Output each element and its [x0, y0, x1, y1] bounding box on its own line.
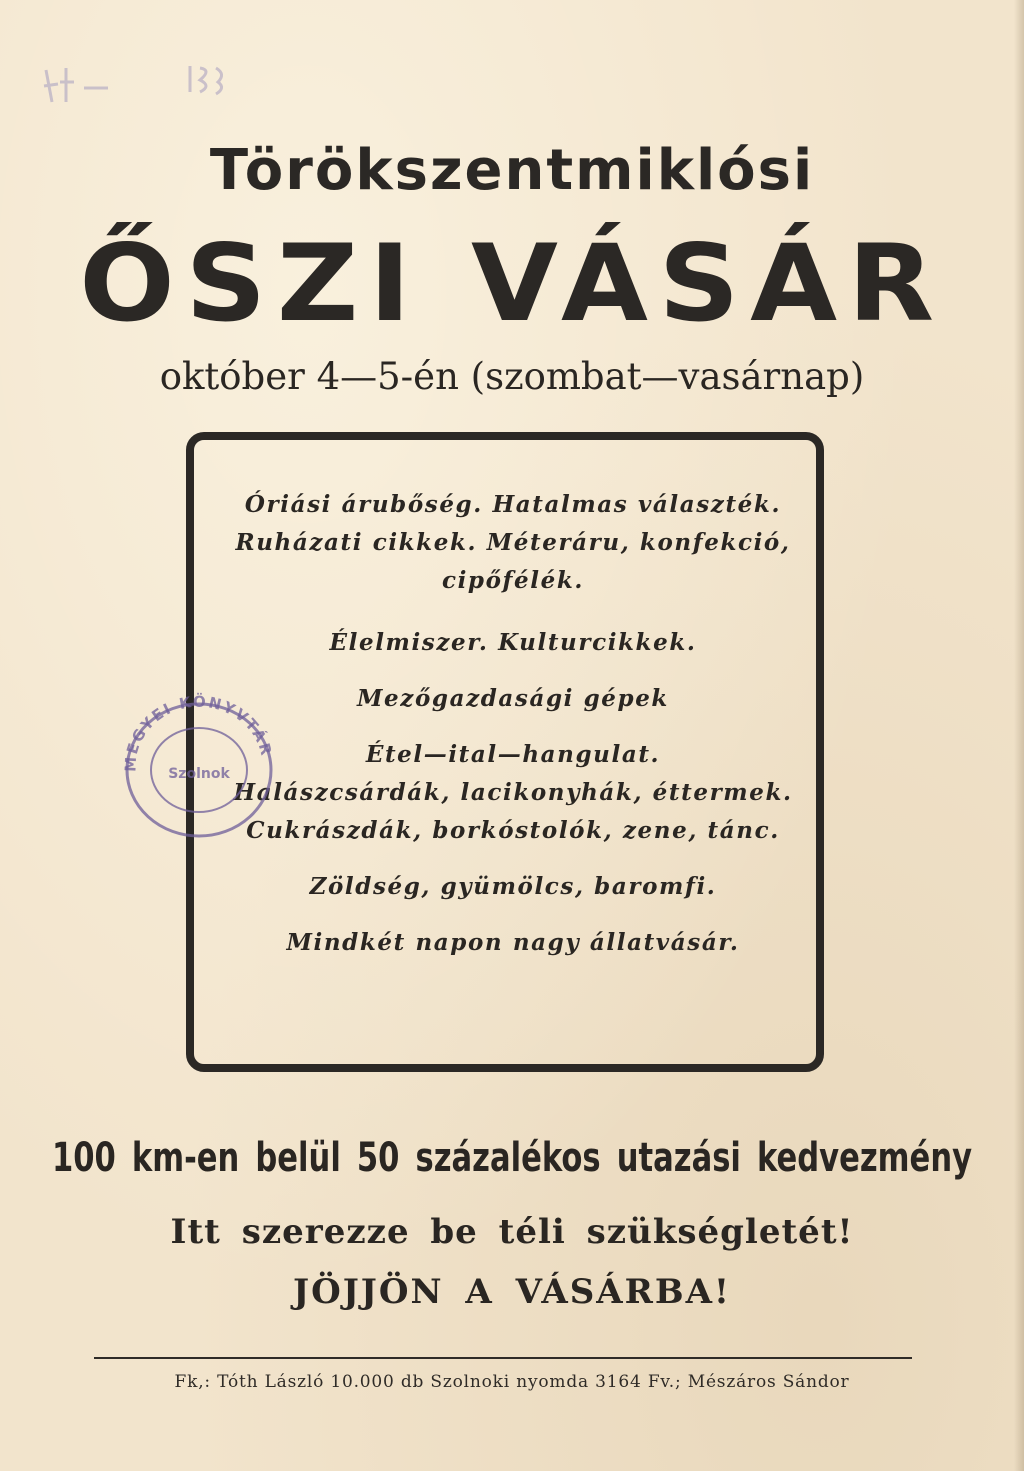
- box-line: Élelmiszer. Kulturcikkek.: [329, 629, 697, 656]
- offer-box-text: [194, 486, 832, 962]
- poster-date: október 4—5-én (szombat—vasárnap): [159, 355, 865, 398]
- archive-pencil-mark: [40, 58, 230, 108]
- stamp-outer-text: MEGYEI KÖNYVTÁR: [121, 692, 276, 773]
- poster-title-town: Törökszentmiklósi: [209, 138, 815, 203]
- box-line: Mezőgazdasági gépek: [357, 685, 669, 712]
- library-stamp: [114, 690, 284, 840]
- footer-divider: [94, 1357, 912, 1359]
- poster-title-fair: ŐSZI VÁSÁR: [79, 222, 945, 345]
- box-line: Zöldség, gyümölcs, baromfi.: [309, 873, 717, 900]
- travel-discount-line: 100 km-en belül 50 százalékos utazási kedvezmény: [51, 1134, 973, 1182]
- svg-text:MEGYEI KÖNYVTÁR: [121, 692, 275, 773]
- box-line: Óriási árubőség. Hatalmas választék.: [244, 491, 782, 518]
- call-to-action-2: JÖJJÖN A VÁSÁRBA!: [293, 1272, 731, 1312]
- box-line: cipőfélék.: [441, 567, 584, 594]
- box-line: Étel—ital—hangulat.: [365, 741, 661, 768]
- box-line: Ruházati cikkek. Méteráru, konfekció,: [235, 529, 791, 556]
- box-line: Halászcsárdák, lacikonyhák, éttermek.: [233, 779, 793, 806]
- box-line: Mindkét napon nagy állatvásár.: [286, 929, 740, 956]
- printer-imprint: Fk,: Tóth László 10.000 db Szolnoki nyomda 3164 Fv.; Mészáros Sándor: [174, 1372, 850, 1392]
- box-line: Cukrászdák, borkóstolók, zene, tánc.: [246, 817, 780, 844]
- stamp-inner-text: Szolnok: [168, 766, 230, 782]
- call-to-action-1: Itt szerezze be téli szükségletét!: [170, 1212, 854, 1252]
